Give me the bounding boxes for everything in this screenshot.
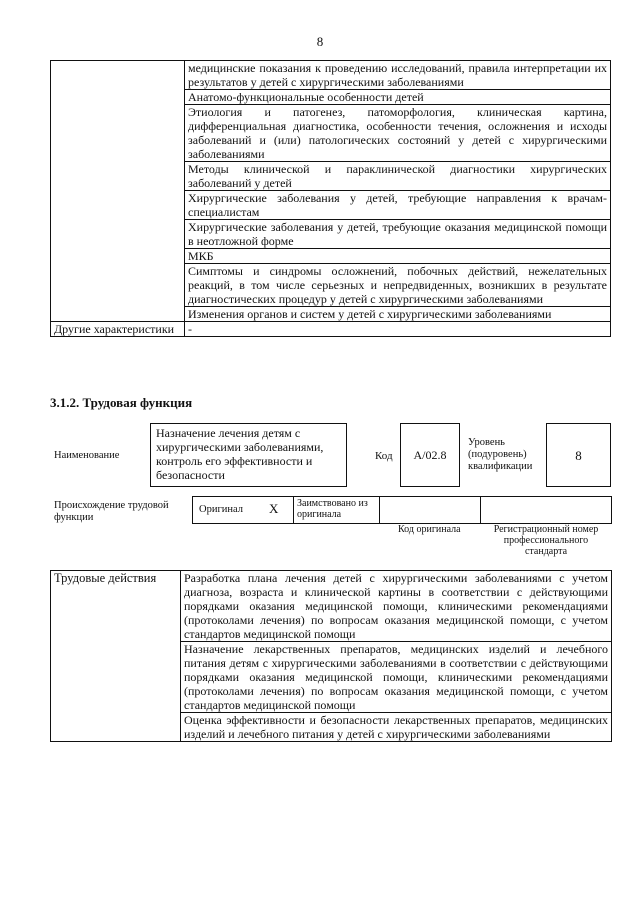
level-box bbox=[546, 423, 611, 487]
other-characteristics-label: Другие характеристики bbox=[51, 322, 185, 337]
code-label: Код bbox=[375, 450, 393, 462]
knowledge-table bbox=[50, 60, 611, 337]
table-cell: Назначение лекарственных препаратов, медицинских изделий и лечебного питания детям с хирургическими заболеваниями в соответствии с действующими порядками оказания медицинской помощи, клиническими рекомендациями (протоколами лечения) по вопросам оказания медицинской помощи, с учетом стандартов медицинской помощи bbox=[181, 642, 612, 713]
origin-label: Происхождение трудовой функции bbox=[54, 500, 169, 523]
table-cell: медицинские показания к проведению исследований, правила интерпретации их результатов у детей с хирургическими заболеваниями bbox=[185, 61, 611, 90]
table-row bbox=[51, 571, 612, 642]
table-cell: Оценка эффективности и безопасности лекарственных препаратов, медицинских изделий и лечебного питания у детей с хирургическими заболеваниями bbox=[181, 713, 612, 742]
original-label: Оригинал bbox=[199, 504, 243, 515]
table-row bbox=[51, 322, 611, 337]
table-cell: Симптомы и синдромы осложнений, побочных действий, нежелательных реакций, в том числе серьезных и непредвиденных, возникших в результате диагностических процедур у детей с хирургическими заболеваниями bbox=[185, 264, 611, 307]
table-cell: МКБ bbox=[185, 249, 611, 264]
original-mark: X bbox=[269, 501, 279, 516]
section-heading: 3.1.2. Трудовая функция bbox=[50, 395, 193, 410]
table-row bbox=[51, 61, 611, 90]
table-cell: Изменения органов и систем у детей с хирургическими заболеваниями bbox=[185, 307, 611, 322]
original-box bbox=[192, 496, 294, 524]
original-code-box bbox=[379, 496, 481, 524]
borrowed-box bbox=[293, 496, 380, 524]
code-value: A/02.8 bbox=[413, 448, 447, 462]
original-code-label: Код оригинала bbox=[398, 524, 461, 535]
borrowed-label: Заимствовано из оригинала bbox=[297, 498, 368, 520]
knowledge-label-cell bbox=[51, 61, 185, 322]
page-number: 8 bbox=[316, 34, 324, 49]
level-value: 8 bbox=[575, 448, 582, 463]
reg-number-box bbox=[480, 496, 612, 524]
qualification-level-label: Уровень (подуровень) квалификации bbox=[468, 437, 533, 472]
name-label: Наименование bbox=[54, 450, 120, 461]
table-cell: Методы клинической и параклинической диагностики хирургических заболеваний у детей bbox=[185, 162, 611, 191]
table-cell: Этиология и патогенез, патоморфология, клиническая картина, дифференциальная диагностика, особенности течения, осложнения и исходы заболеваний и (или) патологических состояний у детей с хирургическими заболеваниями bbox=[185, 105, 611, 162]
table-cell: Анатомо-функциональные особенности детей bbox=[185, 90, 611, 105]
labor-actions-label: Трудовые действия bbox=[51, 571, 181, 742]
table-cell: Хирургические заболевания у детей, требующие оказания медицинской помощи в неотложной форме bbox=[185, 220, 611, 249]
function-name: Назначение лечения детям с хирургическими заболеваниями, контроль его эффективности и безопасности bbox=[156, 426, 324, 482]
other-characteristics-value: - bbox=[185, 322, 611, 337]
reg-number-label: Регистрационный номер профессионального стандарта bbox=[493, 524, 599, 557]
table-cell: Хирургические заболевания у детей, требующие направления к врачам-специалистам bbox=[185, 191, 611, 220]
code-box bbox=[400, 423, 460, 487]
table-cell: Разработка плана лечения детей с хирургическими заболеваниями с учетом диагноза, возраста и клинической картины в соответствии с действующими порядками оказания медицинской помощи, клиническими рекомендациями (протоколами лечения) по вопросам оказания медицинской помощи, с учетом стандартов медицинской помощи bbox=[181, 571, 612, 642]
labor-actions-table bbox=[50, 570, 612, 742]
function-name-box bbox=[150, 423, 347, 487]
